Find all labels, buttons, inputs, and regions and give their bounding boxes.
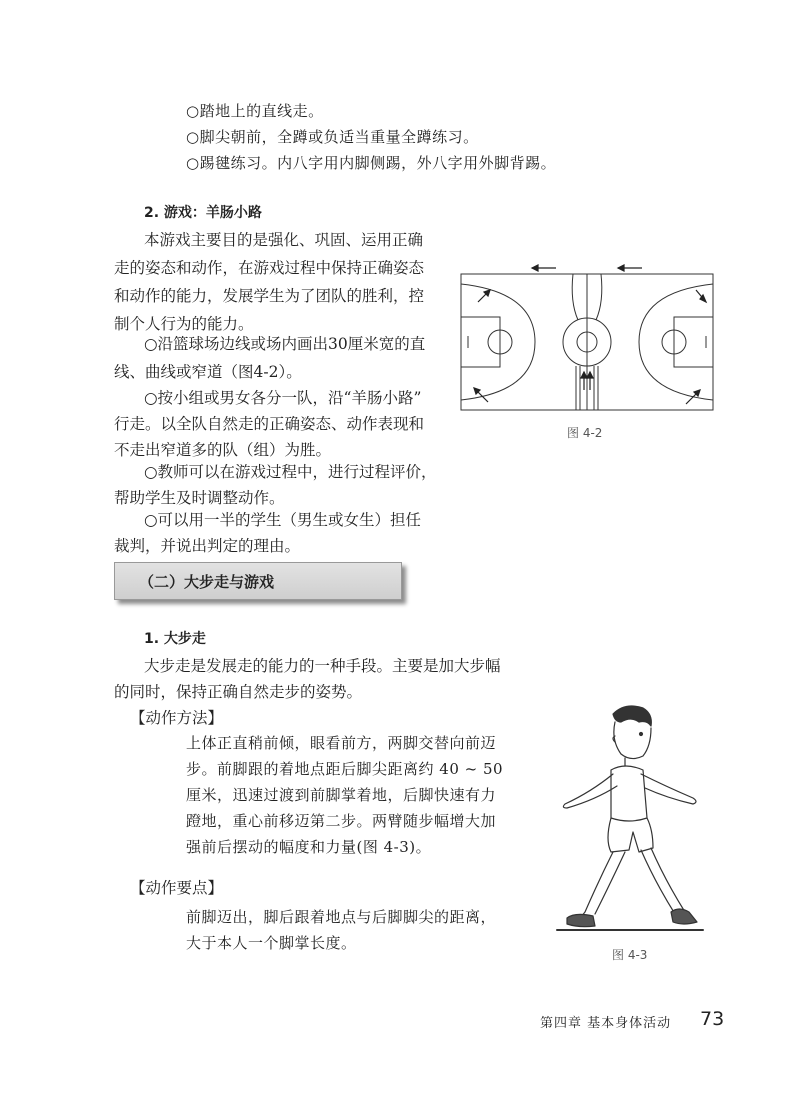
points-label: 【动作要点】	[130, 879, 224, 897]
stride-intro-2: 的同时，保持正确自然走步的姿势。	[114, 683, 363, 701]
points-line-2: 大于本人一个脚掌长度。	[186, 934, 357, 952]
section-header	[114, 562, 402, 600]
points-line-1: 前脚迈出，脚后跟着地点与后脚脚尖的距离，	[186, 908, 497, 926]
game-line-8: 行走。以全队自然走的正确姿态、动作表现和	[114, 415, 425, 433]
intro-item-2: ○脚尖朝前，全蹲或负适当重量全蹲练习。	[186, 128, 479, 146]
method-line-3: 厘米，迅速过渡到前脚掌着地，后脚快速有力	[186, 786, 497, 804]
game-line-3: 和动作的能力，发展学生为了团队的胜利，控	[114, 287, 425, 305]
basketball-court-figure	[460, 262, 714, 412]
page-number: 73	[700, 1008, 725, 1030]
game-line-11: 帮助学生及时调整动作。	[114, 489, 285, 507]
game-line-12: ○可以用一半的学生（男生或女生）担任	[144, 511, 422, 529]
walking-child-figure	[555, 700, 705, 940]
footer-chapter: 第四章 基本身体活动	[540, 1016, 672, 1031]
figure-4-2-caption: 图 4-2	[567, 426, 603, 440]
figure-4-3-caption: 图 4-3	[612, 948, 648, 962]
game-line-1: 本游戏主要目的是强化、巩固、运用正确	[144, 231, 424, 249]
intro-item-3: ○踢毽练习。内八字用内脚侧踢，外八字用外脚背踢。	[186, 154, 557, 172]
method-line-1: 上体正直稍前倾，眼看前方，两脚交替向前迈	[186, 734, 497, 752]
intro-item-1: ○踏地上的直线走。	[186, 102, 324, 120]
game-line-6: 线、曲线或窄道（图4-2）。	[114, 363, 302, 381]
method-line-2: 步。前脚跟的着地点距后脚尖距离约 40 ~ 50	[186, 760, 504, 778]
game-line-4: 制个人行为的能力。	[114, 315, 254, 333]
game-line-5: ○沿篮球场边线或场内画出30厘米宽的直	[144, 335, 426, 353]
game-line-2: 走的姿态和动作，在游戏过程中保持正确姿态	[114, 259, 425, 277]
stride-intro-1: 大步走是发展走的能力的一种手段。主要是加大步幅	[144, 657, 501, 675]
game-line-13: 裁判，并说出判定的理由。	[114, 537, 301, 555]
game-heading: 2. 游戏：羊肠小路	[144, 205, 262, 221]
game-line-10: ○教师可以在游戏过程中，进行过程评价，	[144, 463, 437, 481]
game-line-9: 不走出窄道多的队（组）为胜。	[114, 441, 332, 459]
stride-heading: 1. 大步走	[144, 631, 206, 647]
method-line-4: 蹬地，重心前移迈第二步。两臂随步幅增大加	[186, 812, 497, 830]
method-label: 【动作方法】	[130, 709, 224, 727]
game-line-7: ○按小组或男女各分一队，沿“羊肠小路”	[144, 389, 422, 407]
section-title: （二）大步走与游戏	[139, 573, 275, 591]
method-line-5: 强前后摆动的幅度和力量(图 4-3)。	[186, 838, 432, 856]
